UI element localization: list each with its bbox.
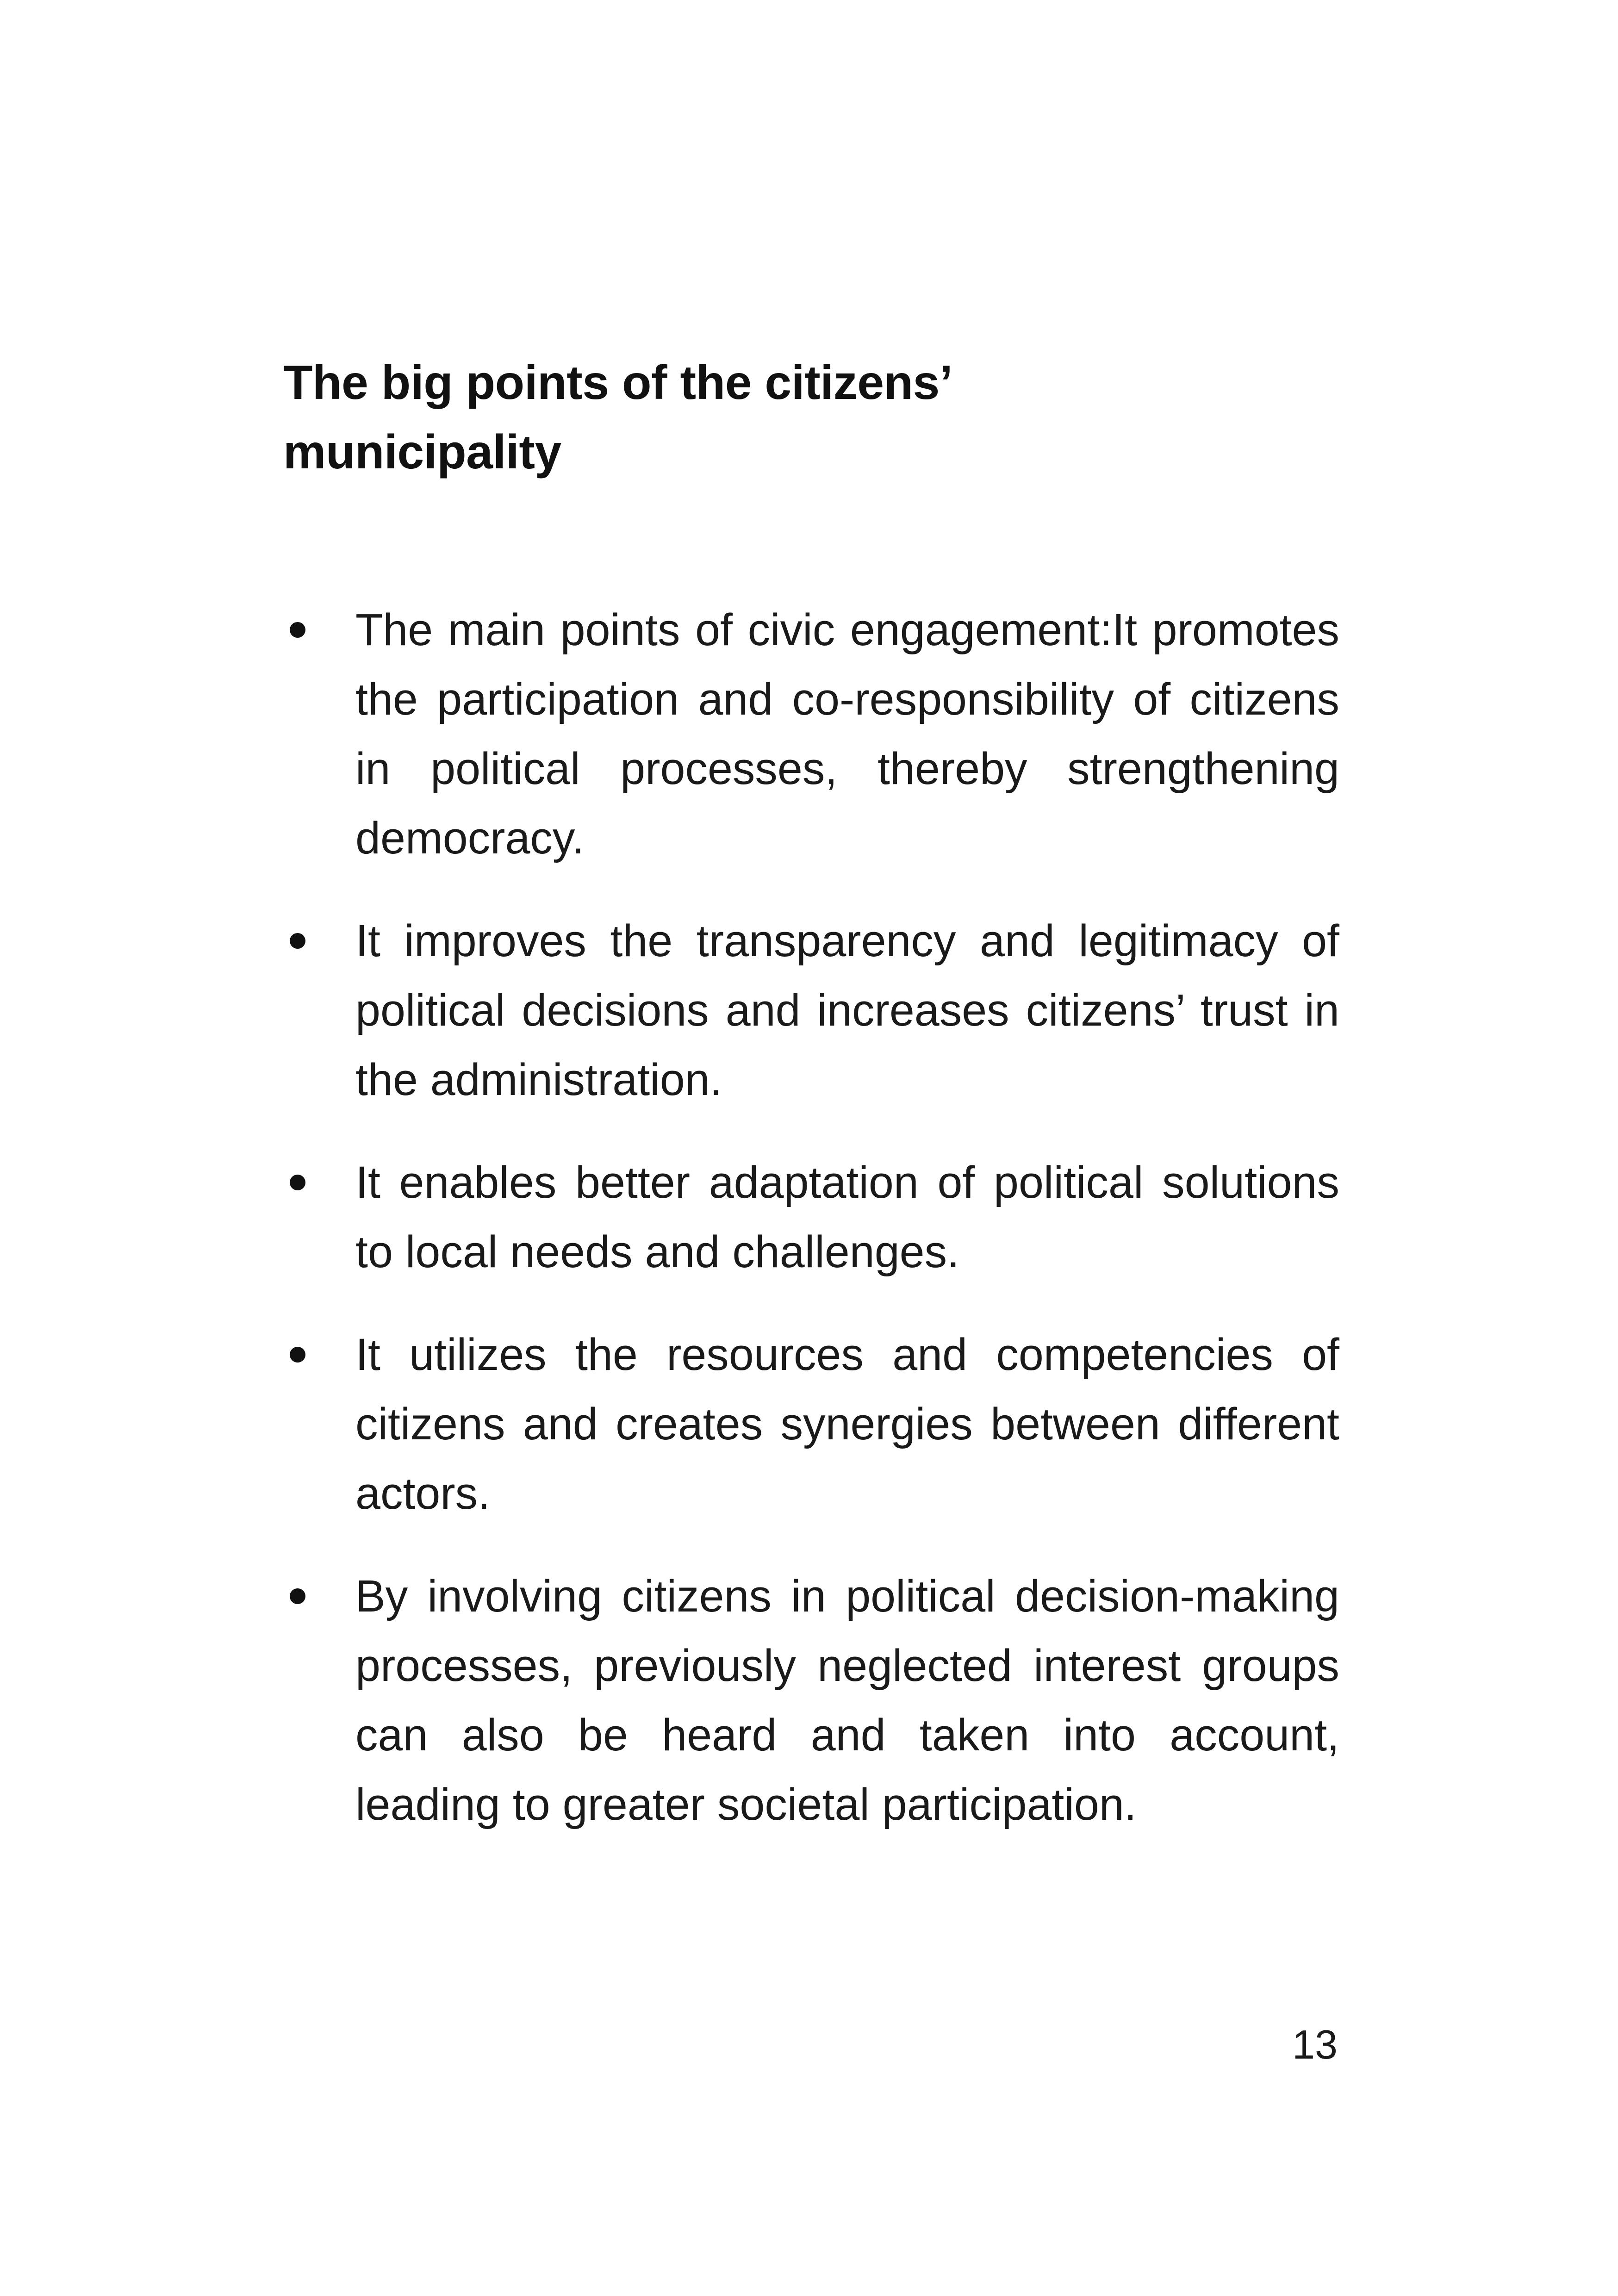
page-title-line-1: The big points of the citizens’ xyxy=(283,356,953,410)
list-item-text: The main points of civic engagement:It promotes the participation and co-responsibility of citizens in political processes, thereby strengthening democracy. xyxy=(355,604,1339,863)
bullet-icon xyxy=(290,1588,305,1604)
bullet-icon xyxy=(290,933,305,949)
bullet-list xyxy=(283,595,1339,1873)
bullet-icon xyxy=(290,1347,305,1363)
page-number: 13 xyxy=(1292,2022,1338,2067)
list-item xyxy=(283,1562,1339,1839)
list-item-text: It enables better adaptation of political solutions to local needs and challenges. xyxy=(355,1157,1339,1277)
list-item xyxy=(283,595,1339,873)
list-item xyxy=(283,1320,1339,1528)
page-title-line-2: municipality xyxy=(283,425,561,479)
bullet-icon xyxy=(290,622,305,638)
list-item-text: By involving citizens in political decision-making processes, previously neglected interest groups can also be heard and taken into account, leading to greater societal participation. xyxy=(355,1571,1339,1829)
list-item xyxy=(283,906,1339,1114)
list-item-text: It improves the transparency and legitimacy of political decisions and increases citizens’ trust in the administration. xyxy=(355,915,1339,1105)
list-item-text: It utilizes the resources and competencies of citizens and creates synergies between different actors. xyxy=(355,1329,1339,1518)
page-title xyxy=(283,348,1163,487)
bullet-icon xyxy=(290,1175,305,1190)
list-item xyxy=(283,1148,1339,1287)
